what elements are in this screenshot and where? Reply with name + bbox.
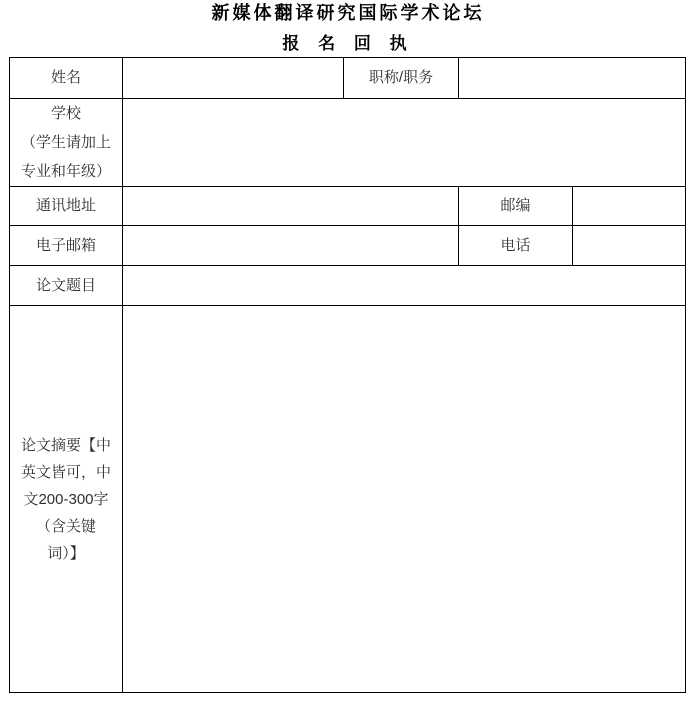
school-input-cell[interactable] — [123, 99, 686, 187]
paper-title-label-cell — [10, 266, 123, 306]
name-input-cell[interactable] — [123, 58, 344, 99]
row-school — [10, 99, 686, 187]
email-label: 电子邮箱 — [35, 236, 96, 254]
school-label-line-1: 学校 — [50, 105, 81, 122]
email-label-cell — [10, 226, 123, 266]
phone-label: 电话 — [500, 236, 531, 254]
row-abstract — [10, 306, 686, 693]
position-label: 职称/职务 — [368, 69, 434, 86]
postcode-input-cell[interactable] — [573, 187, 686, 226]
phone-label-cell — [459, 226, 573, 266]
abstract-label-line-4: （含关键 — [35, 517, 96, 535]
name-label-cell — [10, 58, 123, 99]
paper-title-label: 论文题目 — [35, 276, 96, 294]
position-label-cell — [344, 58, 459, 99]
row-email — [10, 226, 686, 266]
school-label-cell — [10, 99, 123, 187]
row-paper-title — [10, 266, 686, 306]
postcode-label: 邮编 — [500, 197, 531, 214]
abstract-label-line-3: 文200-300字 — [23, 490, 109, 508]
phone-input-cell[interactable] — [573, 226, 686, 266]
name-label: 姓名 — [50, 69, 81, 86]
postcode-label-cell — [459, 187, 573, 226]
school-label-line-3: 专业和年级） — [20, 163, 111, 180]
abstract-label-line-1: 论文摘要【中 — [20, 436, 111, 454]
email-input-cell[interactable] — [123, 226, 459, 266]
registration-table — [9, 57, 686, 693]
school-label-line-2: （学生请加上 — [20, 134, 111, 151]
abstract-label-cell — [10, 306, 123, 693]
form-subtitle: 报 名 回 执 — [282, 34, 414, 53]
row-name — [10, 58, 686, 99]
abstract-input-cell[interactable] — [123, 306, 686, 693]
row-address — [10, 187, 686, 226]
address-input-cell[interactable] — [123, 187, 459, 226]
abstract-label-line-2: 英文皆可，中 — [20, 463, 111, 481]
address-label: 通讯地址 — [35, 197, 96, 214]
paper-title-input-cell[interactable] — [123, 266, 686, 306]
address-label-cell — [10, 187, 123, 226]
position-input-cell[interactable] — [459, 58, 686, 99]
abstract-label-line-5: 词）】 — [47, 544, 85, 562]
form-title: 新媒体翻译研究国际学术论坛 — [211, 3, 485, 23]
